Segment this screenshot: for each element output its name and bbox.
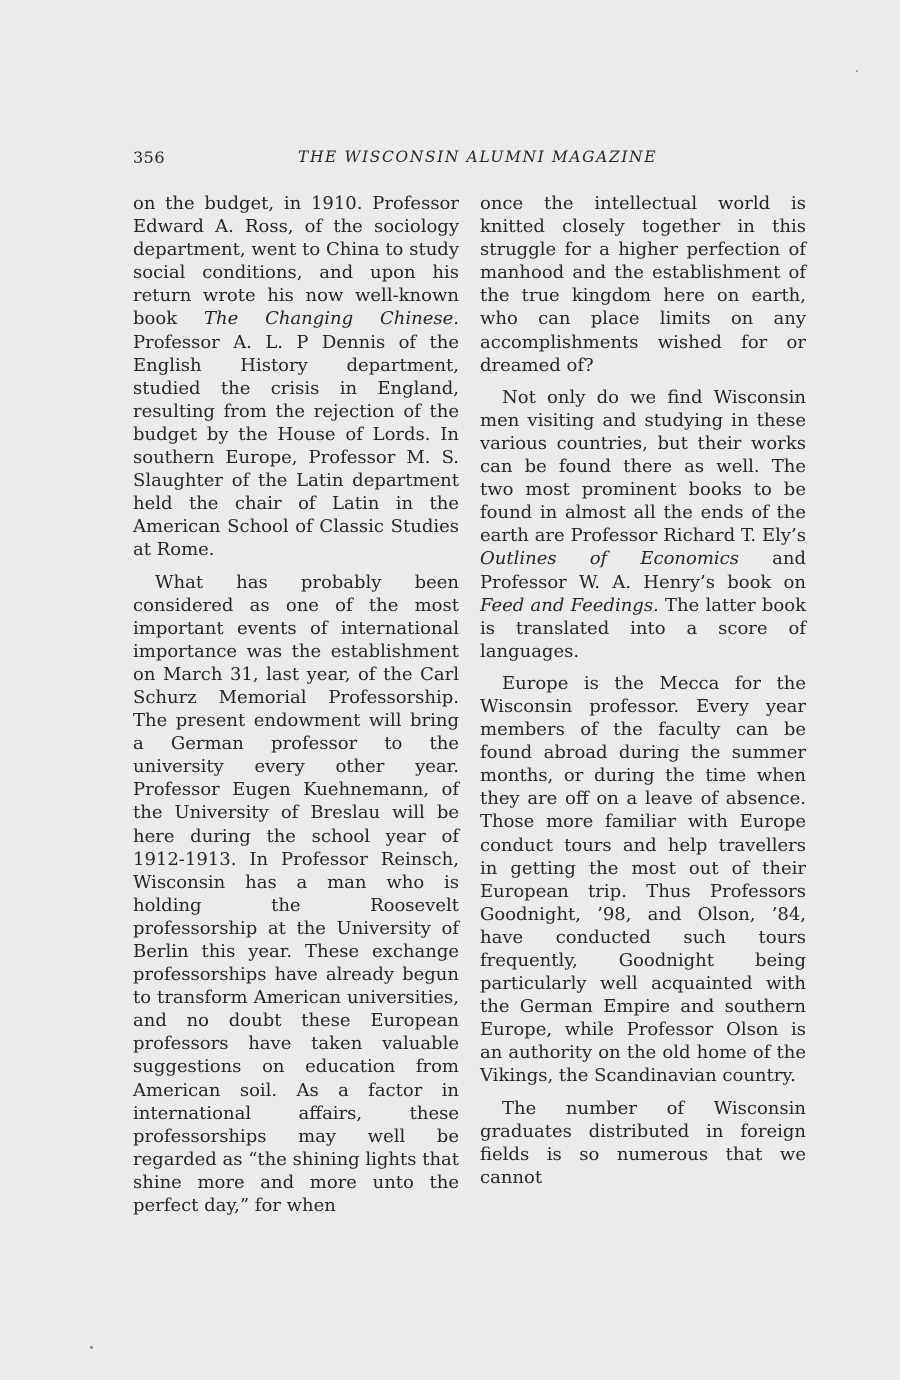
book-title-changing-chinese: The Changing Chinese. <box>203 308 459 330</box>
book-title-feed-and-feedings: Feed and Feedings. <box>480 594 659 616</box>
right-paragraph-4: The number of Wisconsin graduates distributed in foreign fields is so numerous that we cannot <box>480 1097 806 1188</box>
right-p2-text-a: Not only do we find Wisconsin men visiting and studying in these various countries, but their works can be found there as well. The two most prominent books to be found in almost all the ends of the earth are Professor Richard T. Ely’s <box>480 386 806 547</box>
right-column <box>480 192 806 1198</box>
page-header <box>133 148 805 172</box>
paper-speck <box>856 70 858 72</box>
left-column <box>133 192 459 1226</box>
running-title: THE WISCONSIN ALUMNI MAGAZINE <box>298 148 658 166</box>
left-paragraph-1 <box>133 192 459 562</box>
left-paragraph-2: What has probably been considered as one of the most important events of international importance was the establishment on March 31, last year, of the Carl Schurz Memorial Professorship. The present endowment will bring a German professor to the university every other year. Professor Eugen Kuehnemann, of the University of Breslau will be here during the school year of 1912-1913. In Professor Reinsch, Wisconsin has a man who is holding the Roosevelt professorship at the University of Berlin this year. These exchange professorships have already begun to transform American universities, and no doubt these European professors have taken valuable suggestions on education from American soil. As a factor in international affairs, these professorships may well be regarded as “the shining lights that shine more and more unto the perfect day,” for when <box>133 571 460 1217</box>
page-number: 356 <box>133 148 166 167</box>
right-p2-text-b: and Professor W. A. Henry’s book on <box>480 548 806 593</box>
right-paragraph-2 <box>480 386 806 663</box>
right-p2-text-c: The latter book is translated into a score of languages. <box>480 594 806 662</box>
right-paragraph-1: once the intellectual world is knitted closely together in this struggle for a higher perfection of manhood and the establishment of the true kingdom here on earth, who can place limits on any accomplishments wished for or dreamed of? <box>480 193 806 376</box>
right-paragraph-3: Europe is the Mecca for the Wisconsin professor. Every year members of the faculty can be found abroad during the summer months, or during the time when they are off on a leave of absence. Those more familiar with Europe conduct tours and help travellers in getting the most out of their European trip. Thus Professors Goodnight, ’98, and Olson, ’84, have conducted such tours frequently, Goodnight being particularly well acquainted with the German Empire and southern Europe, while Professor Olson is an authority on the old home of the Vikings, the Scandinavian country. <box>480 672 806 1087</box>
paper-speck <box>90 1346 93 1349</box>
left-p1-text-a: on the budget, in 1910. Professor Edward A. Ross, of the sociology department, went to China to study social conditions, and upon his return wrote his now well-known book <box>133 193 459 330</box>
left-p1-text-b: Professor A. L. P Dennis of the English History department, studied the crisis in England, resulting from the rejection of the budget by the House of Lords. In southern Europe, Professor M. S. Slaughter of the Latin department held the chair of Latin in the American School of Classic Studies at Rome. <box>133 331 459 561</box>
book-title-outlines-of-economics: Outlines of Economics <box>480 548 739 570</box>
